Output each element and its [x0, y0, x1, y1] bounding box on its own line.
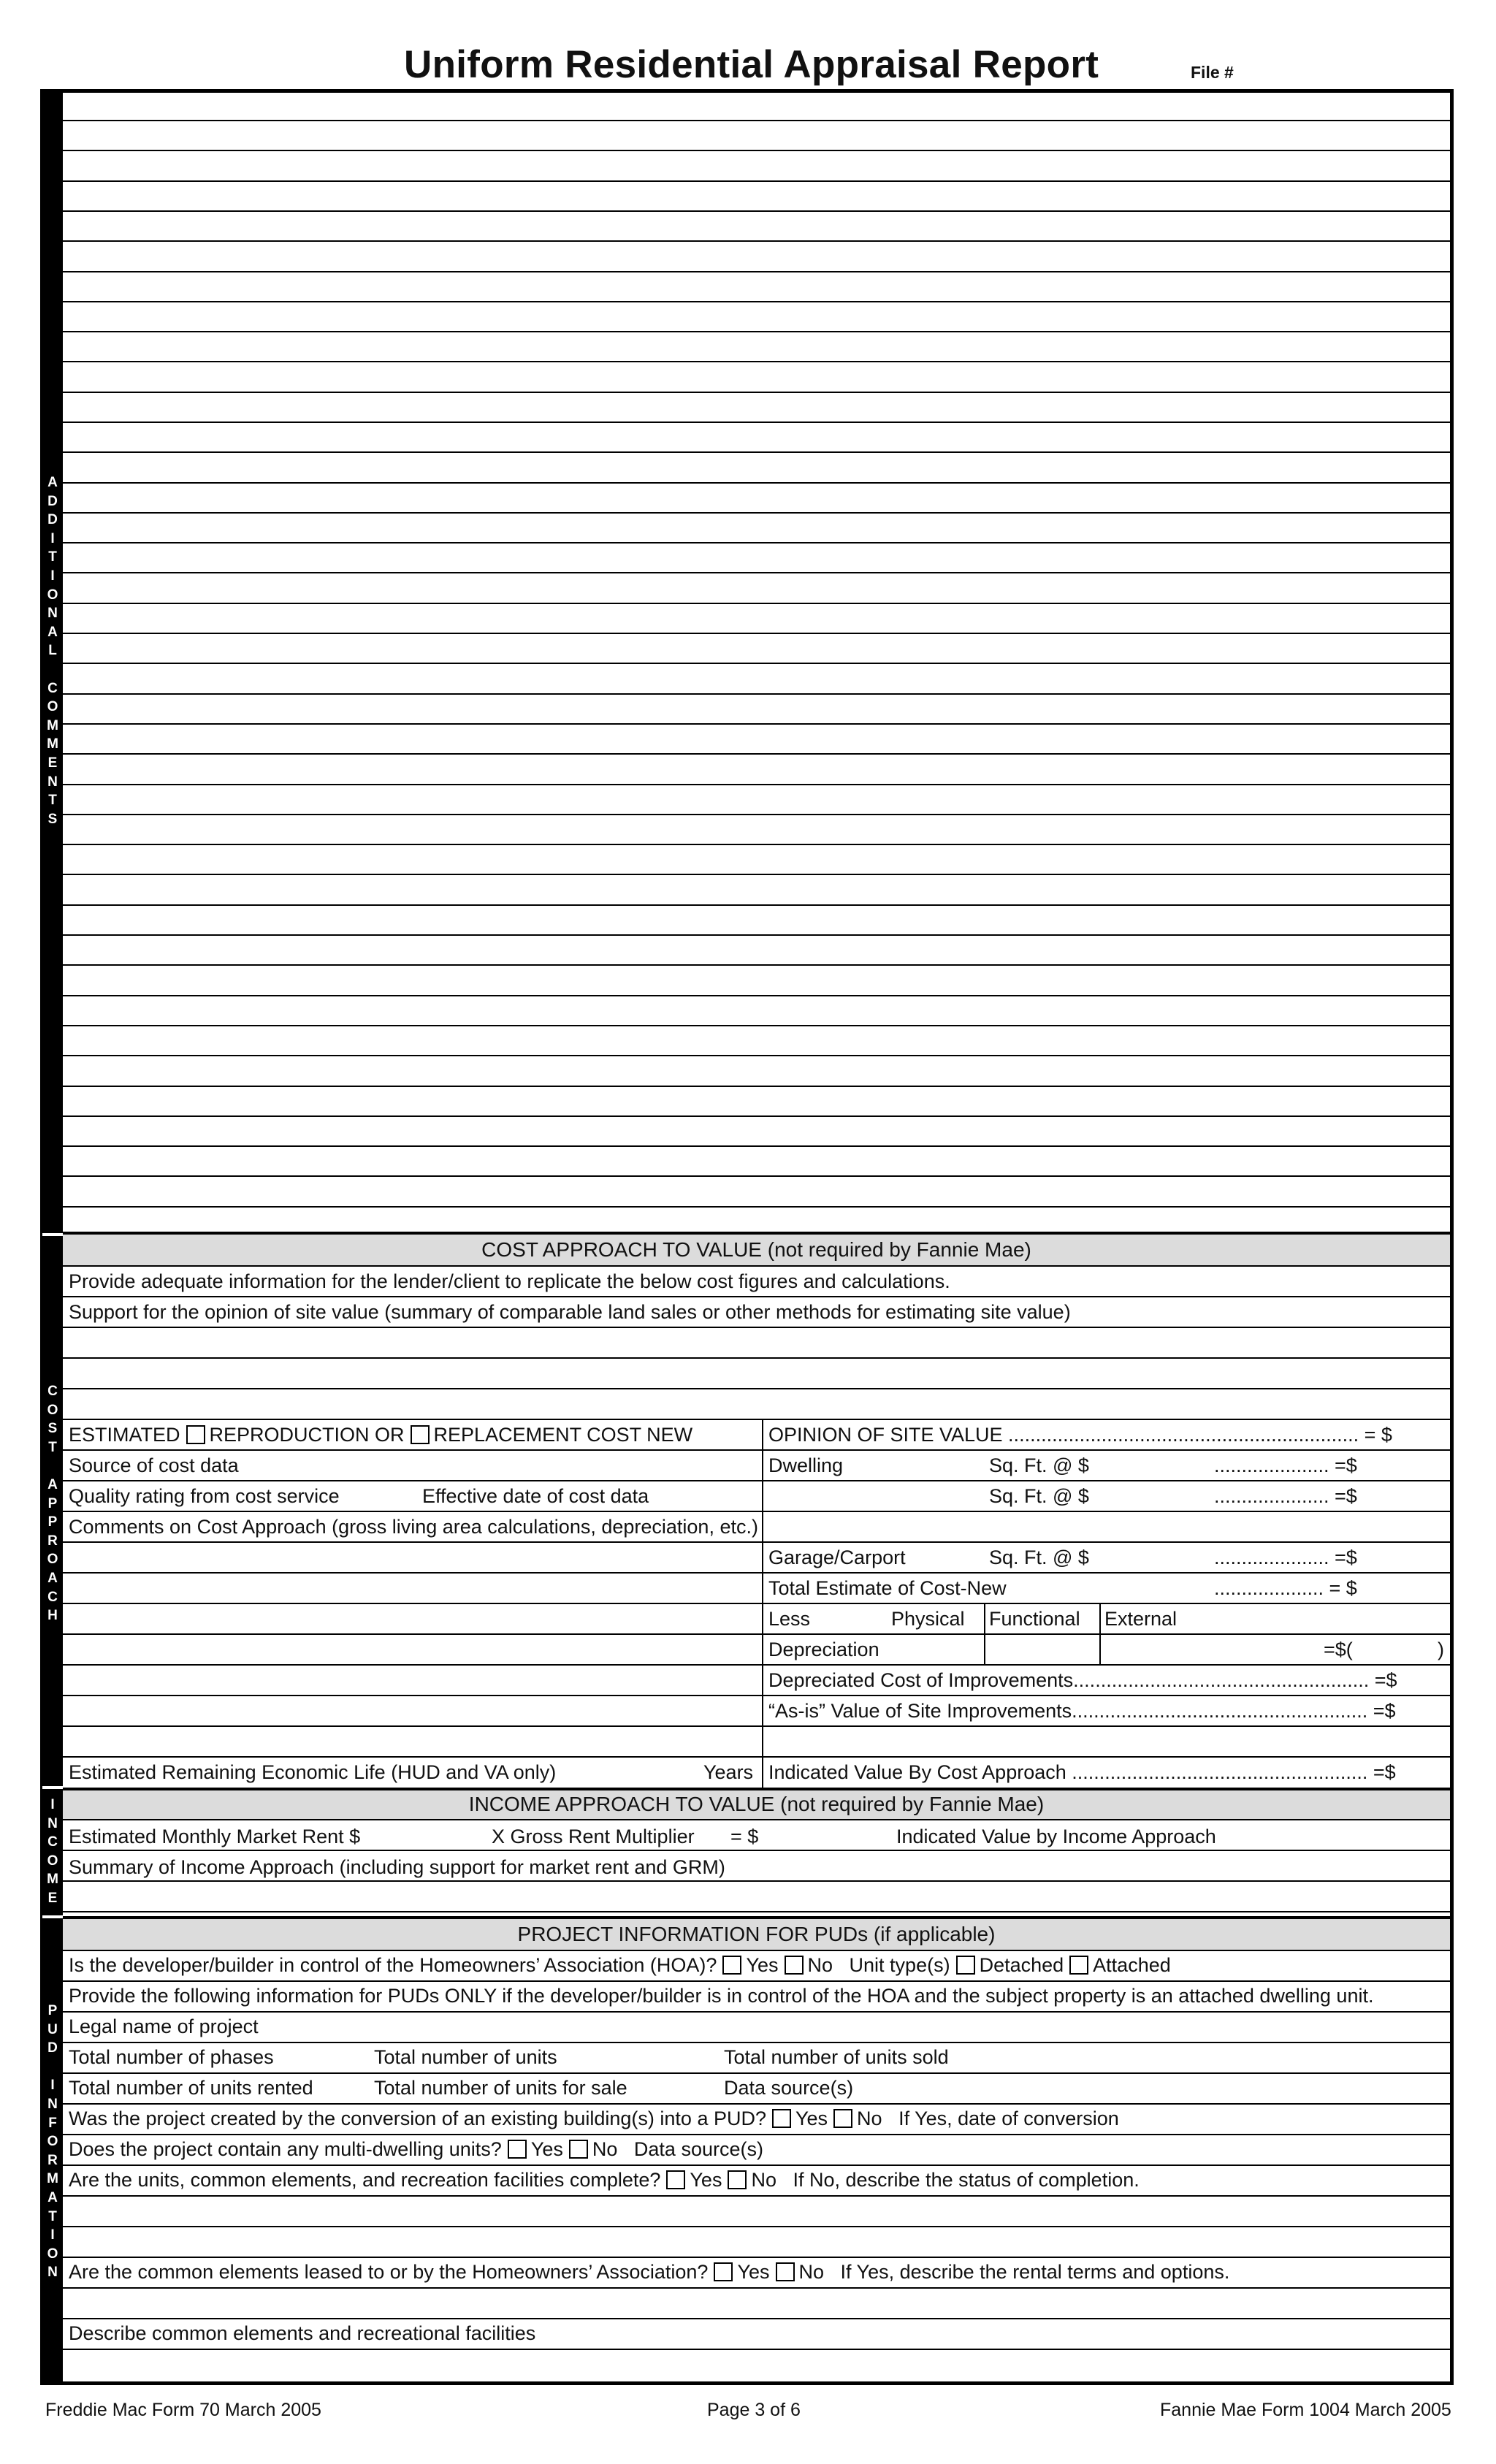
form-rule: [63, 1819, 1450, 1820]
garage-sqft-label: Sq. Ft. @ $: [989, 1546, 1089, 1568]
sidebar-letter: A: [47, 624, 58, 640]
cost-source-label: Source of cost data: [69, 1454, 239, 1476]
multi-dwelling-row: Does the project contain any multi-dwelling units? Yes No Data source(s): [69, 2138, 763, 2160]
sidebar-letter: C: [47, 1384, 58, 1399]
units-sold-label: Total number of units sold: [724, 2046, 949, 2068]
sidebar-letter: A: [47, 1476, 58, 1492]
total-cost-new-label: Total Estimate of Cost-New: [768, 1577, 1007, 1599]
comment-line[interactable]: [63, 392, 1450, 393]
comment-line[interactable]: [63, 814, 1450, 815]
sidebar-letter: U: [47, 2021, 58, 2037]
sidebar-letter: [42, 1457, 63, 1476]
form-rule: [63, 2011, 1450, 2013]
cost-comments-label: Comments on Cost Approach (gross living area calculations, depreciation, etc.): [69, 1516, 758, 1538]
form-rule: [63, 1357, 1450, 1359]
sidebar-letter: S: [47, 1421, 58, 1437]
form-rule: [63, 1633, 1450, 1635]
sidebar-letter: M: [47, 736, 58, 752]
comment-line[interactable]: [63, 1175, 1450, 1177]
footer-freddie-mac: Freddie Mac Form 70 March 2005: [45, 2400, 321, 2420]
complete-yes-checkbox[interactable]: [666, 2170, 685, 2189]
sidebar-letter: [42, 660, 63, 679]
comment-line[interactable]: [63, 512, 1450, 514]
indicated-cost-value-label: Indicated Value By Cost Approach ...................................................... =$: [768, 1761, 1396, 1783]
as-is-value-label: “As-is” Value of Site Improvements...................................................... =$: [768, 1700, 1396, 1722]
pud-header: PROJECT INFORMATION FOR PUDs (if applicable): [517, 1923, 996, 1945]
comment-line[interactable]: [63, 964, 1450, 966]
sidebar-letter: T: [48, 2208, 57, 2224]
sidebar-letter: D: [47, 512, 58, 528]
multi-yes-checkbox[interactable]: [508, 2140, 527, 2159]
sidebar-letter: E: [47, 1890, 58, 1906]
dwelling-label: Dwelling: [768, 1454, 844, 1476]
cost-support-text: Support for the opinion of site value (summary of comparable land sales or other methods for estimating site value): [69, 1301, 1071, 1323]
sidebar-letter: A: [47, 475, 58, 490]
leased-yes-checkbox[interactable]: [714, 2262, 733, 2281]
sidebar-letter: M: [47, 717, 58, 733]
sidebar-label-additional-comments: [42, 473, 63, 828]
less-label: Less: [768, 1608, 811, 1630]
form-rule: [63, 2226, 1450, 2227]
sidebar-letter: N: [47, 2096, 58, 2112]
comment-line[interactable]: [63, 120, 1450, 121]
income-indicated-label: Indicated Value by Income Approach: [896, 1826, 1216, 1847]
dwelling-sqft-label: Sq. Ft. @ $: [989, 1454, 1089, 1476]
functional-label: Functional: [989, 1608, 1080, 1630]
hoa-yes-checkbox[interactable]: [722, 1956, 741, 1975]
sidebar-letter: L: [48, 643, 57, 659]
sidebar-letter: [42, 2058, 63, 2077]
form-rule: [63, 1603, 1450, 1604]
describe-common-label: Describe common elements and recreational facilities: [69, 2322, 536, 2344]
sidebar-letter: O: [47, 699, 58, 715]
form-rule: [63, 2349, 1450, 2350]
cost-quality-label: Quality rating from cost service: [69, 1485, 340, 1507]
comment-line[interactable]: [63, 271, 1450, 272]
sidebar-letter: O: [47, 1853, 58, 1869]
form-rule: [63, 1911, 1450, 1912]
comment-line[interactable]: [63, 1206, 1450, 1208]
sidebar-letter: C: [47, 1834, 58, 1850]
grm-label: X Gross Rent Multiplier: [492, 1826, 695, 1847]
sidebar-letter: I: [50, 530, 55, 546]
sidebar-letter: N: [47, 1815, 58, 1831]
cost-effective-date-label: Effective date of cost data: [422, 1485, 649, 1507]
income-approach-header: INCOME APPROACH TO VALUE (not required by Fannie Mae): [468, 1793, 1045, 1815]
cost-column-divider: [762, 1419, 763, 1788]
file-number-label: File #: [1191, 63, 1234, 82]
sidebar-letter: C: [47, 680, 58, 696]
complete-row: Are the units, common elements, and recreation facilities complete? Yes No If No, describe the status of completion.: [69, 2169, 1140, 2191]
sidebar-letter: R: [47, 1533, 58, 1549]
comment-line[interactable]: [63, 361, 1450, 362]
sidebar-letter: A: [47, 1570, 58, 1586]
sidebar-letter: T: [48, 549, 57, 565]
conversion-no-checkbox[interactable]: [833, 2109, 852, 2128]
sidebar-letter: A: [47, 2189, 58, 2205]
market-rent-label: Estimated Monthly Market Rent $: [69, 1826, 361, 1847]
sidebar-letter: T: [48, 1439, 57, 1455]
depr-divider-1: [984, 1603, 985, 1665]
comment-line[interactable]: [63, 422, 1450, 423]
comment-line[interactable]: [63, 1086, 1450, 1087]
garage-label: Garage/Carport: [768, 1546, 906, 1568]
comment-line[interactable]: [63, 572, 1450, 573]
legal-name-label: Legal name of project: [69, 2015, 259, 2037]
sidebar-letter: I: [50, 2227, 55, 2243]
external-label: External: [1104, 1608, 1178, 1630]
physical-label: Physical: [891, 1608, 965, 1630]
comment-line[interactable]: [63, 150, 1450, 151]
phases-label: Total number of phases: [69, 2046, 274, 2068]
sidebar-label-income: [42, 1796, 63, 1908]
sidebar-letter: F: [48, 2115, 57, 2131]
cost-approach-header: COST APPROACH TO VALUE (not required by Fannie Mae): [481, 1238, 1031, 1261]
sidebar-label-pud-information: [42, 2002, 63, 2282]
detached-checkbox[interactable]: [956, 1956, 975, 1975]
comment-line[interactable]: [63, 934, 1450, 936]
sidebar-letter: O: [47, 1552, 58, 1568]
comment-line[interactable]: [63, 995, 1450, 996]
years-label: Years: [703, 1761, 754, 1783]
form-rule: [63, 2287, 1450, 2289]
cost-estimated-row: ESTIMATED REPRODUCTION OR REPLACEMENT COST NEW: [69, 1424, 693, 1446]
form-rule: [63, 1327, 1450, 1328]
units-label: Total number of units: [374, 2046, 557, 2068]
comment-line[interactable]: [63, 904, 1450, 906]
pud-provide-text: Provide the following information for PUDs ONLY if the developer/builder is in control of the HOA and the subject property is an attached dwelling unit.: [69, 1985, 1374, 2007]
leased-no-checkbox[interactable]: [776, 2262, 795, 2281]
garage-eq: ..................... =$: [1214, 1546, 1357, 1568]
complete-no-checkbox[interactable]: [728, 2170, 747, 2189]
depreciation-close: ): [1438, 1639, 1444, 1660]
form-rule: [63, 1916, 1450, 1919]
sidebar-letter: M: [47, 1872, 58, 1888]
dwelling-eq: ..................... =$: [1214, 1454, 1357, 1476]
form-rule: [63, 2195, 1450, 2197]
comment-line[interactable]: [63, 784, 1450, 785]
sidebar-label-cost-approach: [42, 1382, 63, 1625]
data-sources-label: Data source(s): [724, 2077, 854, 2099]
sidebar-letter: N: [47, 774, 58, 790]
depreciation-label: Depreciation: [768, 1639, 879, 1660]
comment-line[interactable]: [63, 723, 1450, 725]
income-summary-label: Summary of Income Approach (including support for market rent and GRM): [69, 1856, 725, 1878]
sidebar-letter: P: [47, 2003, 58, 2018]
sidebar-letter: P: [47, 1495, 58, 1511]
depr-divider-2: [1099, 1603, 1101, 1665]
comment-line[interactable]: [63, 1115, 1450, 1117]
sidebar-letter: O: [47, 2134, 58, 2150]
income-eq: = $: [730, 1826, 759, 1847]
total-cost-new-eq: .................... = $: [1214, 1577, 1357, 1599]
leased-row: Are the common elements leased to or by the Homeowners’ Association? Yes No If Yes, describe the rental terms and options.: [69, 2261, 1230, 2283]
footer-page-number: Page 3 of 6: [707, 2400, 801, 2420]
sidebar-letter: P: [47, 1514, 58, 1530]
remaining-life-label: Estimated Remaining Economic Life (HUD and VA only): [69, 1761, 557, 1783]
comment-line[interactable]: [63, 482, 1450, 484]
comment-line[interactable]: [63, 663, 1450, 664]
comment-line[interactable]: [63, 603, 1450, 604]
conversion-yes-checkbox[interactable]: [772, 2109, 791, 2128]
sidebar-letter: I: [50, 568, 55, 584]
depreciated-cost-label: Depreciated Cost of Improvements...................................................... =$: [768, 1669, 1397, 1691]
sidebar-letter: O: [47, 587, 58, 603]
form-rule: [63, 1388, 1450, 1389]
comment-line[interactable]: [63, 844, 1450, 845]
comment-line[interactable]: [63, 753, 1450, 755]
comment-line[interactable]: [63, 451, 1450, 453]
sidebar-letter: O: [47, 2246, 58, 2262]
sidebar-letter: I: [50, 2078, 55, 2094]
replacement-checkbox[interactable]: [411, 1425, 430, 1444]
comment-line[interactable]: [63, 1025, 1450, 1026]
sidebar-letter: R: [47, 2152, 58, 2168]
cost-provide-text: Provide adequate information for the lender/client to replicate the below cost figures and calculations.: [69, 1270, 950, 1292]
form-rule: [63, 1725, 1450, 1727]
units-rented-label: Total number of units rented: [69, 2077, 313, 2099]
sidebar-letter: T: [48, 793, 57, 809]
sidebar-letter: N: [47, 2265, 58, 2281]
comment-line[interactable]: [63, 240, 1450, 242]
comment-line[interactable]: [63, 180, 1450, 182]
comment-line[interactable]: [63, 693, 1450, 695]
depreciation-eq: =$(: [1324, 1639, 1353, 1660]
reproduction-checkbox[interactable]: [186, 1425, 205, 1444]
multi-no-checkbox[interactable]: [569, 2140, 588, 2159]
dwelling2-sqft-label: Sq. Ft. @ $: [989, 1485, 1089, 1507]
sidebar-letter: D: [47, 2040, 58, 2056]
comment-line[interactable]: [63, 1055, 1450, 1056]
form-rule: [63, 1232, 1450, 1235]
sidebar-letter: E: [47, 755, 58, 771]
comment-line[interactable]: [63, 331, 1450, 332]
site-value-label: OPINION OF SITE VALUE ................................................................ = $: [768, 1424, 1392, 1446]
comment-line[interactable]: [63, 874, 1450, 875]
page-title: Uniform Residential Appraisal Report: [404, 43, 1099, 86]
comment-line[interactable]: [63, 542, 1450, 543]
sidebar-letter: S: [47, 811, 58, 827]
pud-developer-row: Is the developer/builder in control of the Homeowners’ Association (HOA)? Yes No Unit type(s) Detached Attached: [69, 1954, 1171, 1976]
sidebar-letter: M: [47, 2171, 58, 2187]
sidebar-letter: O: [47, 1402, 58, 1418]
comment-line[interactable]: [63, 1145, 1450, 1147]
comment-line[interactable]: [63, 210, 1450, 212]
hoa-no-checkbox[interactable]: [785, 1956, 804, 1975]
footer-fannie-mae: Fannie Mae Form 1004 March 2005: [1160, 2400, 1451, 2420]
attached-checkbox[interactable]: [1069, 1956, 1088, 1975]
conversion-row: Was the project created by the conversion of an existing building(s) into a PUD? Yes No If Yes, date of conversion: [69, 2108, 1119, 2129]
sidebar-letter: D: [47, 493, 58, 509]
sidebar-letter: H: [47, 1608, 58, 1624]
units-for-sale-label: Total number of units for sale: [374, 2077, 627, 2099]
sidebar-letter: N: [47, 606, 58, 622]
sidebar-letter: I: [50, 1797, 55, 1812]
dwelling2-eq: ..................... =$: [1214, 1485, 1357, 1507]
comment-line[interactable]: [63, 301, 1450, 302]
sidebar-letter: C: [47, 1589, 58, 1605]
comment-line[interactable]: [63, 633, 1450, 634]
